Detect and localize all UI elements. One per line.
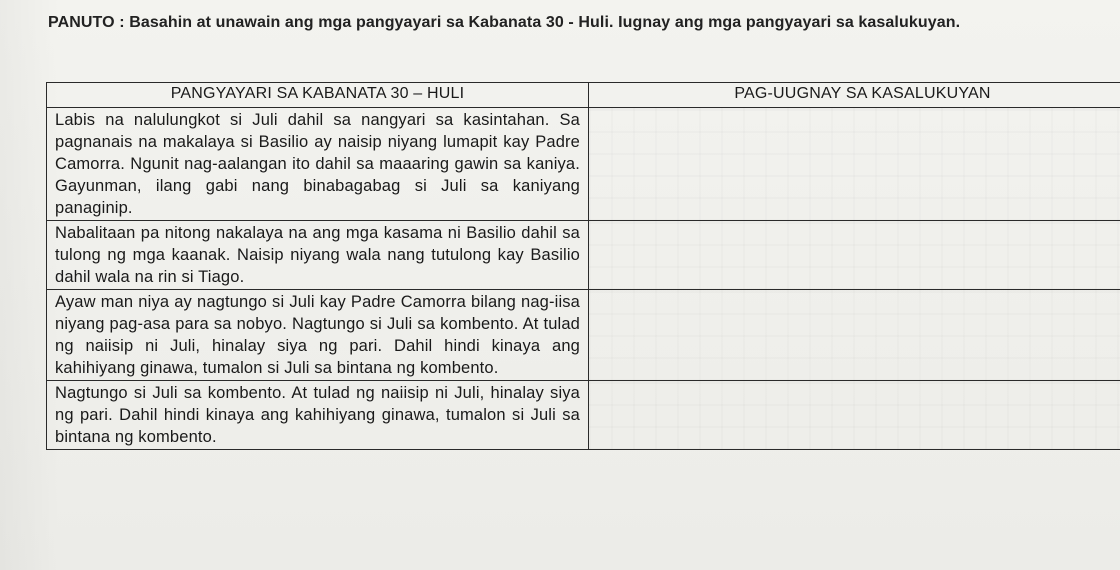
answer-cell[interactable] [589, 108, 1120, 221]
header-events: PANGYAYARI SA KABANATA 30 – HULI [47, 83, 589, 108]
table-header-row [47, 83, 1120, 108]
answer-cell[interactable] [589, 221, 1120, 290]
table-row [47, 221, 1120, 290]
table-row [47, 381, 1120, 450]
answer-cell[interactable] [589, 290, 1120, 381]
event-cell: Labis na nalulungkot si Juli dahil sa nangyari sa kasintahan. Sa pagnanais na makalaya si Basilio ay naisip niyang lumapit kay Padre Camorra. Ngunit nag-aalangan ito dahil sa maaaring gawin sa kaniya. Gayunman, ilang gabi nang binabagabag si Juli sa kaniyang panaginip. [47, 108, 589, 221]
event-cell: Ayaw man niya ay nagtungo si Juli kay Padre Camorra bilang nag-iisa niyang pag-asa para sa nobyo. Nagtungo si Juli sa kombento. At tulad ng naiisip ni Juli, hinalay siya ng pari. Dahil hindi kinaya ang kahihiyang ginawa, tumalon si Juli sa bintana ng kombento. [47, 290, 589, 381]
instructions-text: PANUTO : Basahin at unawain ang mga pangyayari sa Kabanata 30 - Huli. Iugnay ang mga pangyayari sa kasalukuyan. [48, 14, 961, 31]
table-row [47, 108, 1120, 221]
answer-cell[interactable] [589, 381, 1120, 450]
table-row [47, 290, 1120, 381]
header-connection: PAG-UUGNAY SA KASALUKUYAN [589, 83, 1120, 108]
event-cell: Nagtungo si Juli sa kombento. At tulad ng naiisip ni Juli, hinalay siya ng pari. Dahil hindi kinaya ang kahihiyang ginawa, tumalon si Juli sa bintana ng kombento. [47, 381, 589, 450]
worksheet-table [46, 82, 1120, 450]
event-cell: Nabalitaan pa nitong nakalaya na ang mga kasama ni Basilio dahil sa tulong ng mga kaanak. Naisip niyang wala nang tutulong kay Basilio dahil wala na rin si Tiago. [47, 221, 589, 290]
